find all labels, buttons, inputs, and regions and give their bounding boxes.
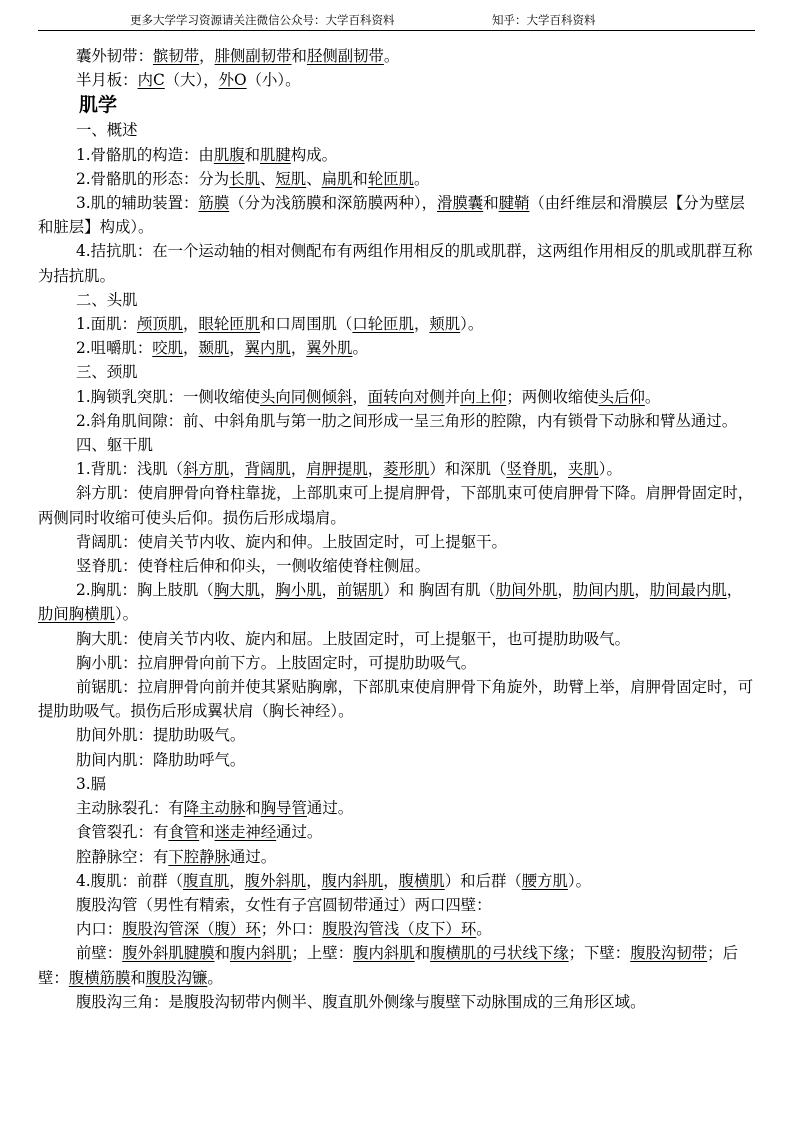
key-term: 肌腱 xyxy=(260,145,291,164)
text-run: 肋间外肌：提肋助吸气。 xyxy=(76,726,246,745)
para-scalene-gap xyxy=(38,409,756,433)
text-run: ， xyxy=(199,47,215,65)
text-run: 。 xyxy=(352,339,368,358)
key-term: 胫侧副韧带 xyxy=(306,47,384,65)
key-term: 腱鞘 xyxy=(498,194,530,213)
key-term: 腰方肌 xyxy=(521,871,568,890)
text-run: 腹股沟三角：是腹股沟韧带内侧半、腹直肌外侧缘与腹壁下动脉围成的三角形区域。 xyxy=(76,992,646,1011)
para-internal-intercostal xyxy=(38,748,756,772)
text-run: ， xyxy=(352,387,368,406)
key-term: 短肌 xyxy=(275,169,307,188)
key-term: 食管 xyxy=(168,823,200,842)
para-masticatory-muscles xyxy=(38,336,756,360)
text-run: （分为浅筋膜和深筋膜两种）， xyxy=(229,194,437,213)
header-zhihu-note: 知乎：大学百科资料 xyxy=(492,13,596,27)
text-run: ， xyxy=(290,339,307,358)
key-term: 下腔静脉 xyxy=(168,847,230,866)
text-run: ）。 xyxy=(460,315,484,334)
text-run: 1.胸锁乳突肌：一侧收缩使 xyxy=(76,387,260,406)
key-term: 腹外斜肌腱膜 xyxy=(122,944,215,963)
text-run: 。 xyxy=(207,968,223,987)
text-run: ；下壁： xyxy=(568,944,631,963)
para-latissimus xyxy=(38,530,756,554)
text-run: ， xyxy=(229,460,245,479)
text-run: 1.背肌：浅肌（ xyxy=(76,460,184,479)
key-term: 筋膜 xyxy=(198,194,230,213)
text-run: 腹股沟管（男性有精索，女性有子宫圆韧带通过）两口四壁： xyxy=(76,895,492,914)
text-run: 斜方肌：使肩胛骨向脊柱靠拢，上部肌束可上提肩胛骨，下部肌束可使肩胛骨下降。肩胛骨固定时，两侧同时收缩可使头后仰。损伤后形成塌肩。 xyxy=(38,484,754,527)
para-muscle-structure xyxy=(38,143,756,167)
text-run: 2.胸肌：胸上肢肌（ xyxy=(76,581,214,600)
key-term: 迷走神经 xyxy=(214,823,277,842)
key-term: 斜方肌 xyxy=(183,460,230,479)
para-facial-muscles xyxy=(38,312,756,336)
text-run: 、 xyxy=(260,169,276,188)
text-run: 腔静脉空：有 xyxy=(76,847,169,866)
text-run: ）。 xyxy=(567,871,592,890)
text-run: 和 xyxy=(214,944,230,963)
section-title-myology xyxy=(79,92,756,118)
text-run: 内口： xyxy=(76,920,123,939)
key-term: 竖脊肌 xyxy=(506,460,553,479)
heading-head-muscles xyxy=(38,288,756,312)
key-term: 腹外斜肌 xyxy=(244,871,307,890)
key-term: 咬肌 xyxy=(152,339,184,358)
key-term: 肋间胸横肌 xyxy=(38,605,115,624)
key-term: 腹横肌的弓状线下缘 xyxy=(430,944,569,963)
key-term: 肋间外肌 xyxy=(495,581,558,600)
text-run: ， xyxy=(290,460,307,479)
key-term: 腹横肌 xyxy=(398,871,445,890)
para-inguinal-triangle xyxy=(38,990,756,1014)
text-run: ， xyxy=(229,871,245,890)
key-term: 腹股沟管深（腹）环 xyxy=(122,920,261,939)
text-run: 和 xyxy=(483,194,499,213)
text-run: 、 xyxy=(306,169,322,188)
text-run: ， xyxy=(321,581,337,600)
header-wechat-note: 更多大学学习资源请关注微信公众号：大学百科资料 xyxy=(130,13,395,27)
para-external-intercostal xyxy=(38,723,756,747)
text-run: ）和后群（ xyxy=(444,871,522,890)
text-run: ， xyxy=(557,581,573,600)
text-run: 囊外韧带： xyxy=(76,47,153,65)
para-aortic-hiatus xyxy=(38,796,756,820)
key-term: 长肌 xyxy=(229,169,260,188)
para-inguinal-rings xyxy=(38,917,756,941)
para-esophageal-hiatus xyxy=(38,820,756,844)
text-run: 二、头肌 xyxy=(76,290,138,309)
para-antagonists xyxy=(38,239,756,287)
page-header xyxy=(38,8,755,31)
text-run: 1.骨骼肌的构造：由 xyxy=(76,145,214,164)
text-run: ， xyxy=(367,460,384,479)
key-term: 轮匝肌 xyxy=(367,169,414,188)
heading-overview xyxy=(38,118,756,142)
para-pectoralis-minor xyxy=(38,651,756,675)
text-run: 和 xyxy=(245,799,261,818)
key-term: 颊肌 xyxy=(429,315,461,334)
document-body xyxy=(38,44,756,1014)
text-run: 前壁： xyxy=(76,944,123,963)
text-run: 背阔肌：使肩关节内收、旋内和伸。上肢固定时，可上提躯干。 xyxy=(76,532,507,551)
text-run: ；外口： xyxy=(260,920,323,939)
key-term: 腹横筋膜 xyxy=(68,968,131,987)
key-term: 肌腹 xyxy=(213,145,245,164)
text-run: ， xyxy=(726,581,743,600)
text-run: 4.腹肌：前群（ xyxy=(76,871,184,890)
key-term: 夹肌 xyxy=(567,460,599,479)
text-run: ；两侧收缩使 xyxy=(506,387,599,406)
key-term: 背阔肌 xyxy=(244,460,291,479)
text-run: 和 xyxy=(414,944,431,963)
para-inguinal-walls xyxy=(38,941,756,989)
para-vena-cava-foramen xyxy=(38,845,756,869)
para-erector-spinae xyxy=(38,554,756,578)
heading-trunk-muscles xyxy=(38,433,756,457)
key-term: 腹内斜肌 xyxy=(229,944,292,963)
key-term: 肩胛提肌 xyxy=(306,460,368,479)
key-term: 腹股沟管浅（皮下）环 xyxy=(322,920,477,939)
key-term: 髌韧带 xyxy=(152,47,200,65)
key-term: 胸大肌 xyxy=(213,581,260,600)
key-term: 胸小肌 xyxy=(275,581,322,600)
text-run: ， xyxy=(306,871,322,890)
key-term: 颞肌 xyxy=(198,339,230,358)
key-term: 颅顶肌 xyxy=(136,315,184,334)
text-run: 。 xyxy=(414,169,430,188)
key-term: 腹直肌 xyxy=(183,871,230,890)
text-run: 主动脉裂孔：有 xyxy=(76,799,184,818)
key-term: 扁肌 xyxy=(321,169,353,188)
text-run: 和 xyxy=(130,968,146,987)
para-back-muscles xyxy=(38,457,756,481)
text-run: 一、概述 xyxy=(76,121,138,140)
text-run: 肋间内肌：降肋助呼气。 xyxy=(76,750,246,769)
key-term: 腹股沟韧带 xyxy=(630,944,708,963)
key-term: 腹内斜肌 xyxy=(321,871,384,890)
key-term: 口轮匝肌 xyxy=(352,315,414,334)
key-term: 滑膜囊 xyxy=(437,194,484,213)
text-run: 1.面肌： xyxy=(76,315,137,334)
para-pectoralis-major xyxy=(38,627,756,651)
key-term: 翼内肌 xyxy=(244,339,291,358)
text-run: 胸大肌：使肩关节内收、旋内和屈。上肢固定时，可上提躯干，也可提肋助吸气。 xyxy=(76,629,631,648)
para-trapezius xyxy=(38,481,756,529)
key-term: 胸导管 xyxy=(260,799,307,818)
key-term: 腹内斜肌 xyxy=(353,944,415,963)
text-run: ， xyxy=(413,315,430,334)
text-run: 通过。 xyxy=(229,847,277,866)
text-run: 半月板： xyxy=(76,71,138,90)
key-term: 菱形肌 xyxy=(383,460,430,479)
text-run: （小）。 xyxy=(246,71,301,90)
key-term: 翼外肌 xyxy=(306,339,353,358)
text-run: 并 xyxy=(444,387,461,406)
text-run: ）和深肌（ xyxy=(429,460,507,479)
text-run: ， xyxy=(229,339,245,358)
text-run: 3.膈 xyxy=(76,774,107,793)
text-run: ；后壁： xyxy=(38,944,738,987)
text-run: 三、颈肌 xyxy=(76,363,138,382)
para-serratus-anterior xyxy=(38,675,756,723)
text-run: 。 xyxy=(644,387,661,406)
para-auxiliary-structures xyxy=(38,191,756,239)
text-run: 通过。 xyxy=(306,799,354,818)
text-run: 2.咀嚼肌： xyxy=(76,339,153,358)
heading-diaphragm xyxy=(38,772,756,796)
text-run: 和 xyxy=(291,47,307,65)
text-run: 肌学 xyxy=(79,94,118,117)
text-run: 和 xyxy=(352,169,368,188)
text-run: 2.骨骼肌的形态：分为 xyxy=(76,169,230,188)
heading-neck-muscles xyxy=(38,360,756,384)
text-run: 。 xyxy=(476,920,492,939)
text-run: 竖脊肌：使脊柱后伸和仰头，一侧收缩使脊柱侧屈。 xyxy=(76,557,430,576)
key-term: 外O xyxy=(218,71,247,90)
para-inguinal-canal xyxy=(38,893,756,917)
text-run: （由纤维层和滑膜层【分为壁层和脏层】构成）。 xyxy=(38,194,745,237)
text-run: 四、躯干肌 xyxy=(76,436,153,455)
key-term: 内C xyxy=(137,71,165,90)
para-sternocleidomastoid xyxy=(38,385,756,409)
text-run: 和 xyxy=(244,145,261,164)
para-meniscus xyxy=(38,68,756,92)
text-run: 构成。 xyxy=(290,145,337,164)
key-term: 头后仰 xyxy=(598,387,645,406)
text-run: ， xyxy=(183,339,199,358)
key-term: 前锯肌 xyxy=(337,581,384,600)
para-muscle-shape xyxy=(38,167,756,191)
text-run: 前锯肌：拉肩胛骨向前并使其紧贴胸廓，下部肌束使肩胛骨下角旋外，助臂上举，肩胛骨固定时，可提肋助吸气。损伤后形成翼状肩（胸长神经）。 xyxy=(38,678,754,721)
para-abdominal-muscles xyxy=(38,869,756,893)
key-term: 头向同侧倾斜 xyxy=(259,387,353,406)
text-run: 胸小肌：拉肩胛骨向前下方。上肢固定时，可提肋助吸气。 xyxy=(76,653,477,672)
key-term: 降主动脉 xyxy=(183,799,246,818)
text-run: 。 xyxy=(383,47,400,65)
text-run: ， xyxy=(183,315,199,334)
text-run: （大）， xyxy=(164,71,219,90)
text-run: 2.斜角肌间隙：前、中斜角肌与第一肋之间形成一呈三角形的腔隙，内有锁骨下动脉和臂丛通过。 xyxy=(76,411,738,430)
text-run: ， xyxy=(552,460,568,479)
key-term: 腹股沟镰 xyxy=(145,968,208,987)
text-run: 通过。 xyxy=(276,823,323,842)
text-run: 和 xyxy=(199,823,215,842)
text-run: ）。 xyxy=(598,460,622,479)
key-term: 向上仰 xyxy=(460,387,507,406)
text-run: ）。 xyxy=(114,605,139,624)
text-run: 4.拮抗肌：在一个运动轴的相对侧配布有两组作用相反的肌或肌群，这两组作用相反的肌或肌群互称为拮抗肌。 xyxy=(38,242,753,285)
key-term: 眼轮匝肌 xyxy=(198,315,261,334)
text-run: ， xyxy=(383,871,399,890)
text-run: ， xyxy=(260,581,276,600)
key-term: 面转向对侧 xyxy=(367,387,445,406)
text-run: ；上壁： xyxy=(291,944,354,963)
text-run: 食管裂孔：有 xyxy=(76,823,169,842)
key-term: 肋间内肌 xyxy=(572,581,635,600)
key-term: 腓侧副韧带 xyxy=(214,47,292,65)
key-term: 肋间最内肌 xyxy=(649,581,727,600)
text-run: 3.肌的辅助装置： xyxy=(76,194,199,213)
para-extracapsular-ligaments xyxy=(38,44,756,68)
para-chest-muscles xyxy=(38,578,756,626)
text-run: ）和 胸固有肌（ xyxy=(383,581,496,600)
text-run: 和口周围肌（ xyxy=(260,315,353,334)
text-run: ， xyxy=(634,581,650,600)
